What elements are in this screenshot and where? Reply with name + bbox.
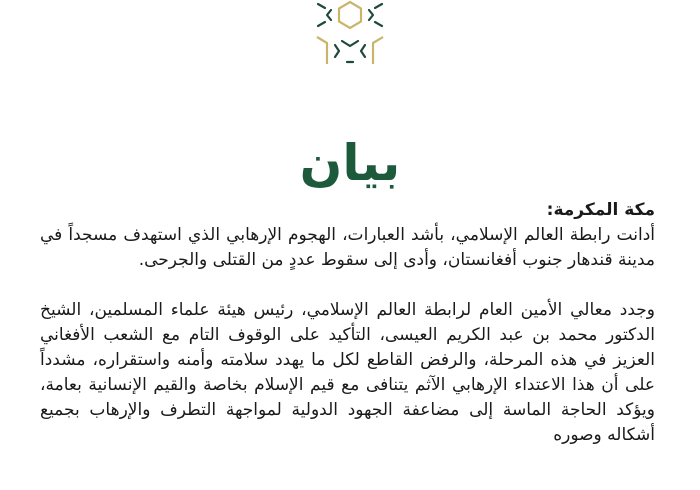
- page-title: بيان: [299, 133, 401, 192]
- paragraph-1: أدانت رابطة العالم الإسلامي، بأشد العبارات، الهجوم الإرهابي الذي استهدف مسجداً في مدينة قندهار جنوب أفغانستان، وأدى إلى سقوط عددٍ من القتلى والجرحى.: [40, 225, 655, 270]
- statement-body: [40, 198, 655, 473]
- hexagon-emblem-icon: [300, 0, 400, 66]
- paragraph-2: وجدد معالي الأمين العام لرابطة العالم الإسلامي، رئيس هيئة علماء المسلمين، الشيخ الدكتور محمد بن عبد الكريم العيسى، التأكيد على الوقوف التام مع الشعب الأفغاني العزيز في هذه المرحلة، والرفض القاطع لكل ما يهدد سلامته وأمنه واستقراره، مشدداً على أن هذا الاعتداء الإرهابي الآثم يتنافى مع قيم الإسلام بخاصة والقيم الإنسانية بعامة، ويؤكد الحاجة الماسة إلى مضاعفة الجهود الدولية لمواجهة التطرف والإرهاب بجميع أشكاله وصوره: [40, 300, 655, 445]
- dateline: مكة المكرمة:: [546, 200, 655, 220]
